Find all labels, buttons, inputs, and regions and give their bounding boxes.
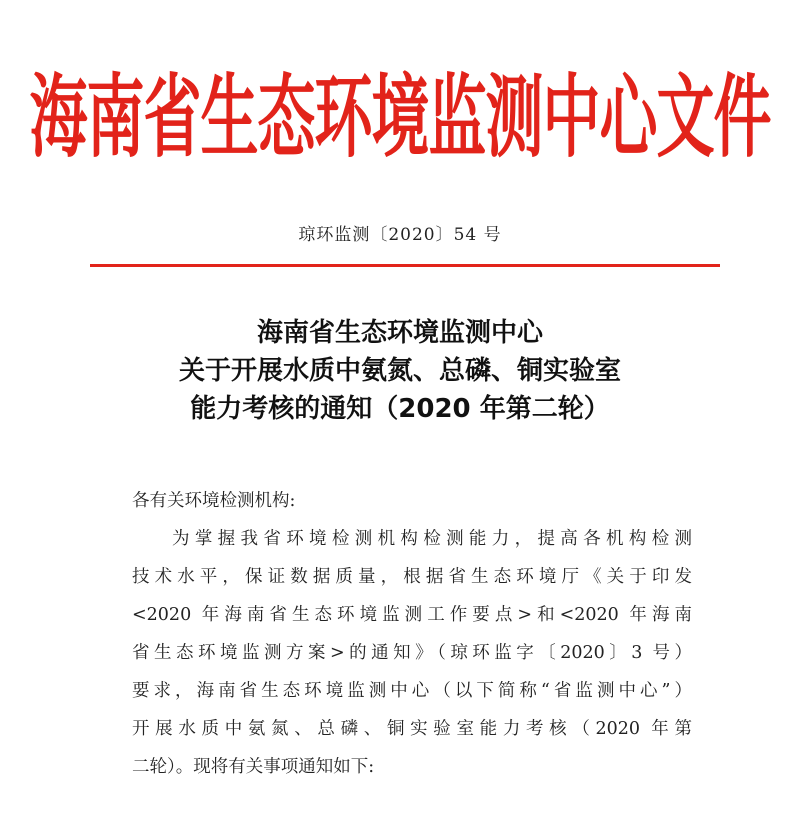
body-line-4: 省生态环境监测方案>的通知》（琼环监字〔2020〕3 号） <box>132 643 692 663</box>
salutation: 各有关环境检测机构: <box>132 491 296 511</box>
body-line-1: 为掌握我省环境检测机构检测能力，提高各机构检测 <box>172 529 692 549</box>
red-divider-line <box>90 264 720 267</box>
notice-body <box>132 482 692 786</box>
document-header-title: 海南省生态环境监测中心文件 <box>29 64 771 170</box>
body-line-6: 开展水质中氨氮、总磷、铜实验室能力考核（2020 年第 <box>132 719 692 739</box>
notice-title-line-1: 海南省生态环境监测中心 <box>256 318 543 348</box>
body-line-3: <2020 年海南省生态环境监测工作要点>和<2020 年海南 <box>132 605 692 625</box>
notice-title-line-3: 能力考核的通知（2020 年第二轮） <box>190 394 610 424</box>
notice-title <box>0 314 800 428</box>
body-line-2: 技术水平，保证数据质量，根据省生态环境厅《关于印发 <box>132 567 692 587</box>
body-line-5: 要求，海南省生态环境监测中心（以下简称“省监测中心”） <box>132 681 692 701</box>
document-number: 琼环监测〔2020〕54 号 <box>298 225 502 245</box>
body-line-7: 二轮）。现将有关事项通知如下: <box>132 757 375 777</box>
notice-title-line-2: 关于开展水质中氨氮、总磷、铜实验室 <box>178 356 621 386</box>
